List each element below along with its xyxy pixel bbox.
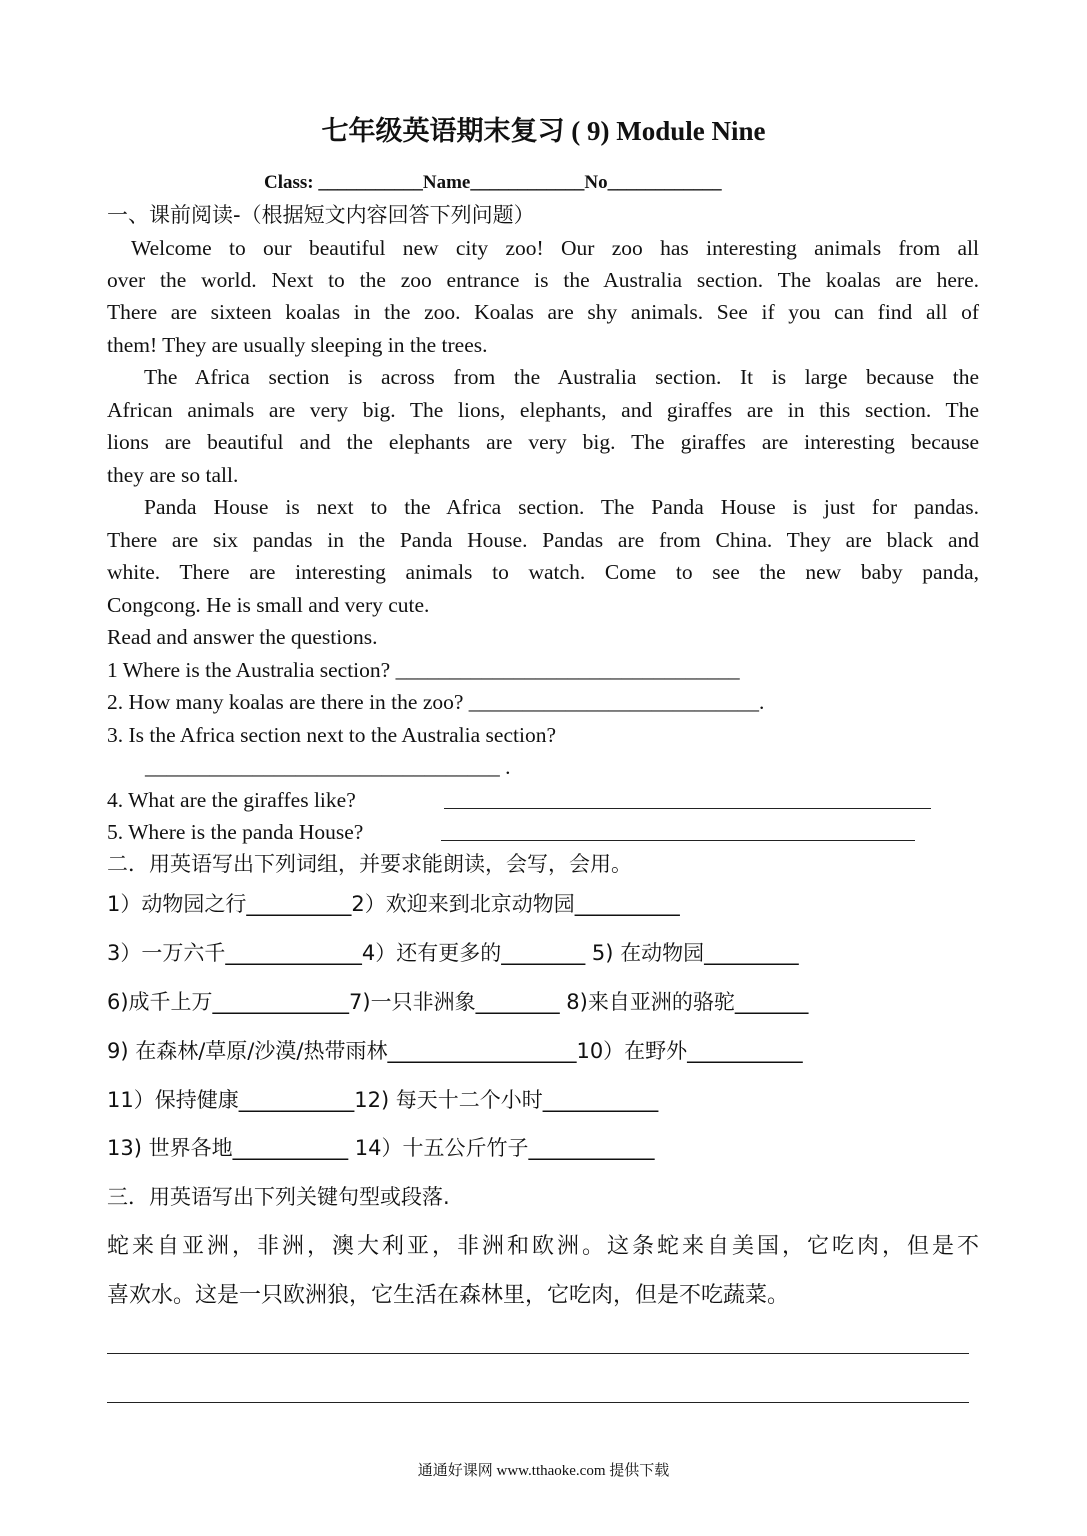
phrase-line: 11）保持健康___________12) 每天十二个小时___________: [107, 1088, 659, 1112]
question-5: 5. Where is the panda House?: [107, 820, 364, 844]
answer-blank[interactable]: [444, 808, 931, 809]
phrase-line: 1）动物园之行__________2）欢迎来到北京动物园__________: [107, 892, 680, 916]
passage-line: There are sixteen koalas in the zoo. Koalas are shy animals. See if you can find all of: [107, 300, 979, 324]
class-name-number-line: Class: ___________Name____________No____________: [264, 172, 722, 193]
footer: 通通好课网 www.tthaoke.com 提供下载: [417, 1463, 670, 1479]
passage-line: Congcong. He is small and very cute.: [107, 593, 430, 617]
phrase-line: 3）一万六千_____________4）还有更多的________ 5) 在动物园_________: [107, 941, 799, 965]
section3-text-line: 蛇来自亚洲，非洲，澳大利亚，非洲和欧洲。这条蛇来自美国，它吃肉，但是不: [107, 1234, 979, 1259]
answer-blank[interactable]: [441, 840, 915, 841]
instruction: Read and answer the questions.: [107, 625, 378, 649]
passage-line: lions are beautiful and the elephants are very big. The giraffes are interesting because: [107, 430, 979, 454]
question-2: 2. How many koalas are there in the zoo? ___________________________.: [107, 690, 765, 714]
page-title: 七年级英语期末复习 ( 9) Module Nine: [321, 116, 766, 146]
question-3: 3. Is the Africa section next to the Australia section?: [107, 723, 556, 747]
question-3-answer-line: _________________________________ .: [145, 755, 511, 779]
passage-line: they are so tall.: [107, 463, 239, 487]
passage-line: Panda House is next to the Africa section. The Panda House is just for pandas.: [144, 495, 979, 519]
passage-line: African animals are very big. The lions, elephants, and giraffes are in this section. The: [107, 398, 979, 422]
passage-line: over the world. Next to the zoo entrance is the Australia section. The koalas are here.: [107, 268, 979, 292]
phrase-line: 6)成千上万_____________7)一只非洲象________ 8)来自亚洲的骆驼_______: [107, 990, 809, 1014]
section3-text-line: 喜欢水。这是一只欧洲狼，它生活在森林里，它吃肉，但是不吃蔬菜。: [107, 1283, 790, 1308]
passage-line: There are six pandas in the Panda House. Pandas are from China. They are black and: [107, 528, 979, 552]
passage-line: Welcome to our beautiful new city zoo! Our zoo has interesting animals from all: [131, 236, 979, 260]
passage-line: The Africa section is across from the Australia section. It is large because the: [144, 365, 979, 389]
phrase-line: 13) 世界各地___________ 14）十五公斤竹子____________: [107, 1136, 655, 1160]
section2-heading: 二．用英语写出下列词组，并要求能朗读，会写，会用。: [107, 852, 632, 876]
section3-heading: 三．用英语写出下列关键句型或段落.: [107, 1185, 450, 1209]
phrase-line: 9) 在森林/草原/沙漠/热带雨林__________________10）在野外___________: [107, 1039, 803, 1063]
question-1: 1 Where is the Australia section? ________________________________: [107, 658, 740, 682]
passage-line: white. There are interesting animals to watch. Come to see the new baby panda,: [107, 560, 979, 584]
section1-heading: 一、课前阅读-（根据短文内容回答下列问题）: [107, 203, 535, 227]
writing-line[interactable]: [107, 1402, 969, 1403]
passage-line: them! They are usually sleeping in the trees.: [107, 333, 488, 357]
writing-line[interactable]: [107, 1353, 969, 1354]
question-4: 4. What are the giraffes like?: [107, 788, 356, 812]
